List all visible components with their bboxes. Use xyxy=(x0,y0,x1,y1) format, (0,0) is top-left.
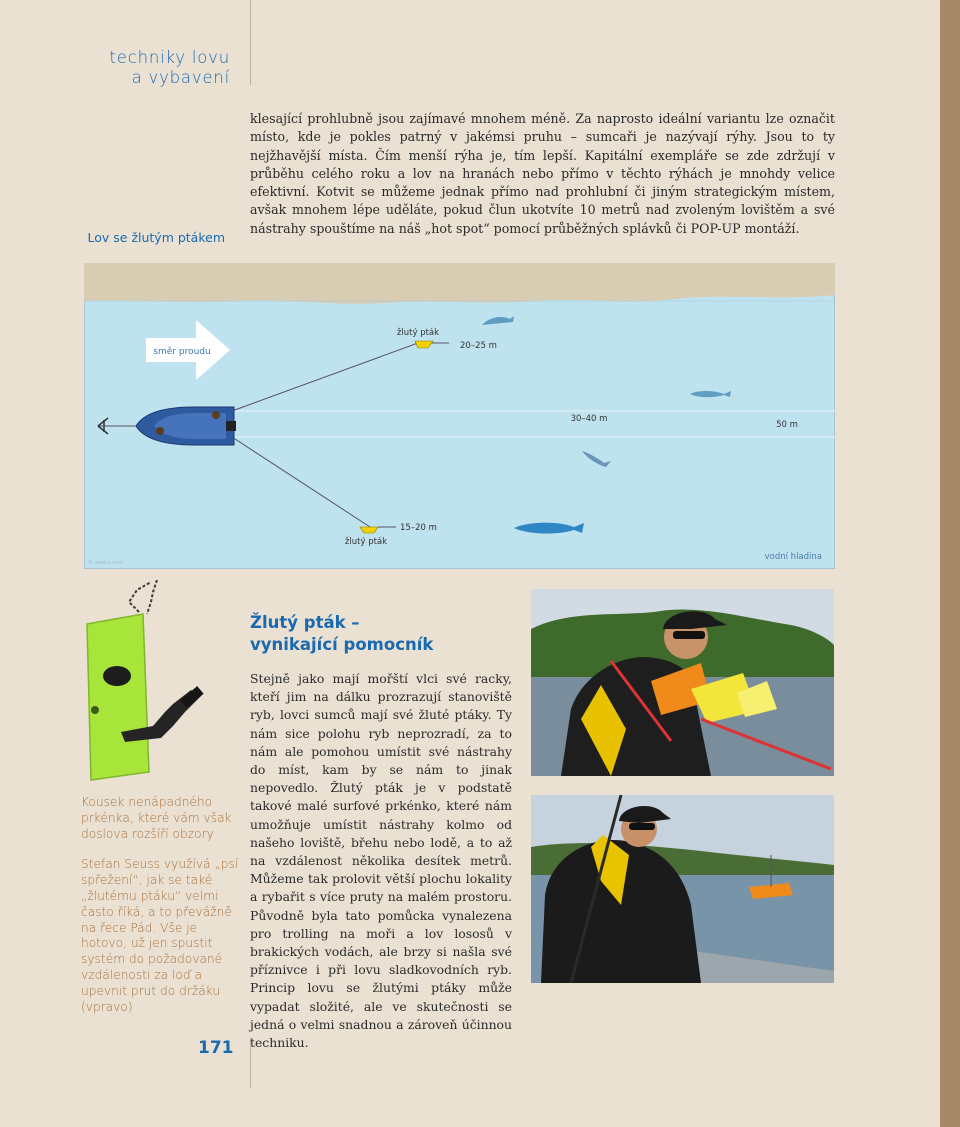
header-divider xyxy=(250,0,251,85)
anchor-distance: 30–40 m xyxy=(570,414,608,424)
yellow-bird-board-photo xyxy=(81,580,231,785)
section-title-line1: techniky lovu xyxy=(109,48,230,67)
page-number: 171 xyxy=(198,1038,234,1058)
angler-icon xyxy=(156,427,164,435)
angler-photo-bottom xyxy=(531,795,834,983)
bird-bottom-label: žlutý pták xyxy=(344,537,388,547)
article-headline xyxy=(250,612,433,656)
far-distance: 50 m xyxy=(776,420,798,430)
caption-second: Stefan Seuss využívá „psí spřežení“, jak se také „žlutému ptáku“ velmi často říká, a to převážně na řece Pád. Vše je hotovo, už jen spustit systém do požadované vzdálenosti za loď a upevnit prut do držáku (vpravo) xyxy=(81,857,239,1014)
caption-block xyxy=(81,795,241,1030)
current-label: směr proudu xyxy=(153,347,211,357)
diagram-credit: © www.x.com xyxy=(88,560,124,566)
headline-line2: vynikající pomocník xyxy=(250,635,434,654)
side-caption: Lov se žlutým ptákem xyxy=(87,230,225,245)
sunglasses-icon xyxy=(629,823,655,830)
section-title xyxy=(110,48,230,88)
body-paragraph: Stejně jako mají mořští vlci své racky, kteří jim na dálku prozrazují stanoviště ryb, lovci sumců mají své žluté ptáky. Ty nám sice polohu ryb neprozradí, za to nám ale pomohou umístit své nástrahy do míst, kam by se nám to jinak nepovedlo. Žlutý pták je v podstatě takové malé surfové prkénko, které nám umožňuje umístit nástrahy kolmo od našeho loviště, břehu nebo lodě, a to až na vzdálenost několika desítek metrů. Můžeme tak prolovit větší plochu lokality a rybařit s více pruty na malém prostoru. Původně byla tato pomůcka vynalezena pro trolling na moři a lov lososů v brakických vodách, ale brzy si našla své příznivce i při lovu sladkovodních ryb. Princip lovu se žlutými ptáky může vypadat složité, ale ve skutečnosti se jedná o velmi snadnou a zároveň účinnou techniku. xyxy=(250,671,512,1051)
page-edge-strip xyxy=(940,0,960,1127)
bird-top-distance: 20–25 m xyxy=(460,341,497,351)
caption-first: Kousek nenápadného prkénka, které vám však doslova rozšíří obzory xyxy=(81,795,232,841)
section-title-line2: a vybavení xyxy=(131,68,230,87)
board-logo xyxy=(103,666,131,686)
chain-icon xyxy=(129,580,157,614)
bird-top-label: žlutý pták xyxy=(396,328,440,338)
angler-icon xyxy=(212,411,220,419)
intro-paragraph: klesající prohlubně jsou zajímavé mnohem méně. Za naprosto ideální variantu lze označit místo, kde je pokles patrný v jakémsi pruhu – sumcaři je nazývají rýhy. Jsou to ty nejžhavější místa. Čím menší rýha je, tím lepší. Kapitální exempláře se zde zdržují v průběhu celého roku a lov na hranách nebo přímo v těchto rýhách je mnohdy velice efektivní. Kotvit se můžeme jednak přímo nad prohlubní či jiným strategickým místem, avšak mnohem lépe uděláte, pokud člun ukotvíte 10 metrů nad zvoleným lovištěm a své nástrahy spouštíme na náš „hot spot“ pomocí průběžných splávků či POP-UP montáží. xyxy=(250,111,835,236)
bird-bottom-distance: 15–20 m xyxy=(400,523,437,533)
fishing-diagram xyxy=(84,263,835,569)
headline-line1: Žlutý pták – xyxy=(250,613,360,632)
water-label: vodní hladina xyxy=(764,552,822,562)
sunglasses-icon xyxy=(673,631,705,639)
angler-photo-top xyxy=(531,589,834,776)
yellow-board xyxy=(87,614,149,780)
